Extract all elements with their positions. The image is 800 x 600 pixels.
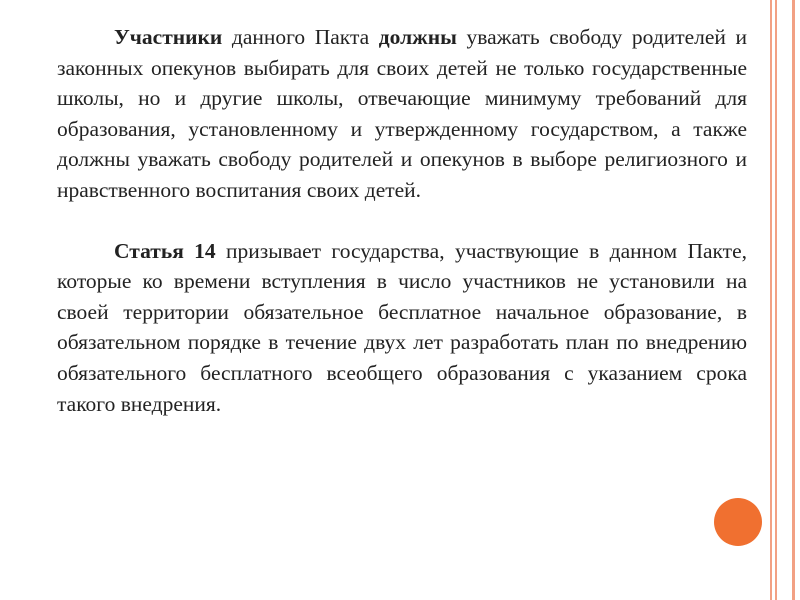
paragraph-text: уважать свободу родителей и законных опекунов выбирать для своих детей не только государственные школы, но и другие школы, отвечающие минимуму требований для образования, установленному и утвержденному государством, а также должны уважать свободу родителей и опекунов в выборе религиозного и нравственного воспитания своих детей. [57,25,747,202]
bold-article-14: Статья 14 [114,238,216,263]
paragraph-text: данного Пакта [222,25,379,49]
decorative-line [775,0,777,600]
decorative-circle [714,498,762,546]
decorative-line [792,0,795,600]
bold-must: должны [378,25,457,49]
paragraph-article-14 [57,236,747,420]
decorative-line [770,0,772,600]
paragraph-text: призывает государства, участвующие в данном Пакте, которые ко времени вступления в число участников не установили на своей территории обязательное бесплатное начальное образование, в обязательном порядке в течение двух лет разработать план по внедрению обязательного бесплатного всеобщего образования с указанием срока такого внедрения. [57,238,747,416]
paragraph-participants [57,22,747,206]
slide-body [57,22,747,419]
bold-participants: Участники [114,25,223,49]
